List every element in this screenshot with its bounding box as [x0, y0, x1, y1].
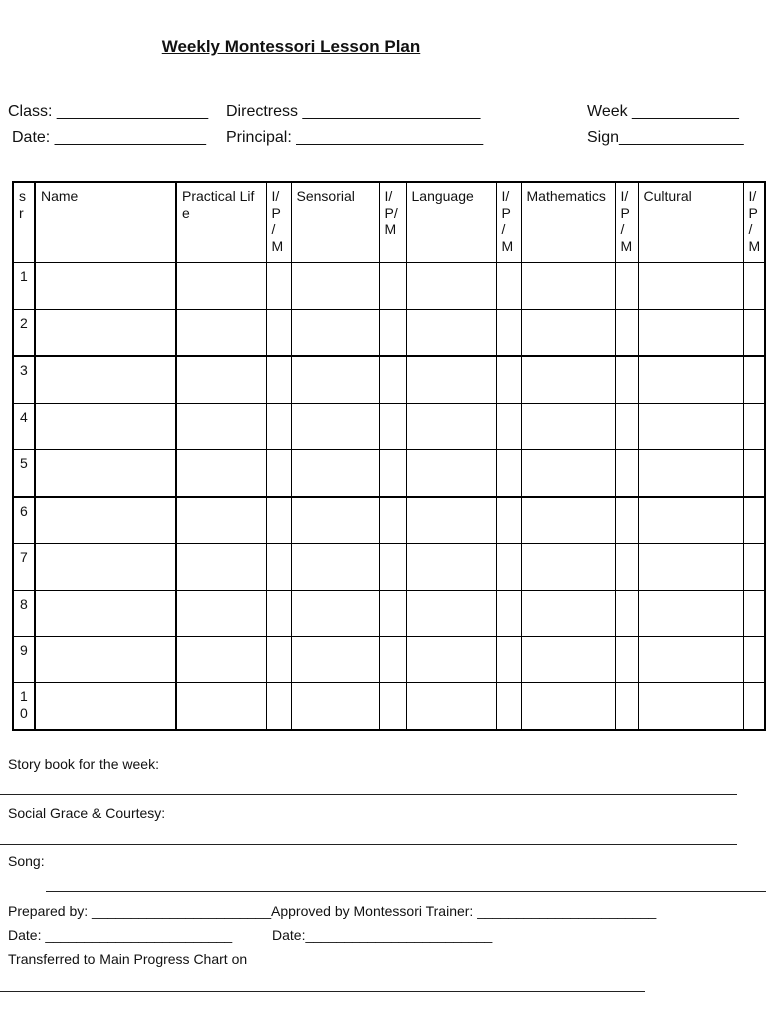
date-left-field[interactable]: Date: ________________________: [8, 927, 233, 943]
table-cell[interactable]: [638, 403, 743, 449]
transferred-label: Transferred to Main Progress Chart on: [8, 951, 248, 967]
table-cell[interactable]: [615, 450, 638, 497]
table-cell[interactable]: [266, 450, 291, 497]
table-cell[interactable]: [496, 683, 521, 730]
table-cell[interactable]: [743, 590, 765, 636]
prepared-by-field[interactable]: Prepared by: _______________________: [8, 903, 272, 919]
table-cell[interactable]: [743, 263, 765, 309]
table-cell[interactable]: [496, 263, 521, 309]
table-cell[interactable]: [406, 497, 496, 544]
table-cell[interactable]: [521, 636, 615, 682]
row-number: 9: [13, 636, 35, 682]
table-cell[interactable]: [379, 636, 406, 682]
row-number: 4: [13, 403, 35, 449]
table-cell[interactable]: [35, 636, 176, 682]
table-cell[interactable]: [521, 590, 615, 636]
table-cell[interactable]: [176, 356, 266, 403]
table-cell[interactable]: [615, 544, 638, 590]
table-cell[interactable]: [638, 683, 743, 730]
social-grace-label: Social Grace & Courtesy:: [8, 805, 166, 821]
table-cell[interactable]: [176, 544, 266, 590]
table-cell[interactable]: [406, 544, 496, 590]
social-grace-line[interactable]: [0, 844, 737, 845]
table-cell[interactable]: [521, 403, 615, 449]
table-cell[interactable]: [406, 450, 496, 497]
table-cell[interactable]: [496, 497, 521, 544]
table-cell[interactable]: [496, 450, 521, 497]
table-row: [13, 450, 765, 497]
table-cell[interactable]: [379, 403, 406, 449]
table-cell[interactable]: [35, 450, 176, 497]
row-number: 8: [13, 590, 35, 636]
column-header-ipm: I/ P / M: [615, 182, 638, 263]
transferred-line[interactable]: [0, 991, 645, 992]
table-cell[interactable]: [521, 497, 615, 544]
column-header-practical-life: Practical Life: [176, 182, 266, 263]
row-number: 7: [13, 544, 35, 590]
table-row: [13, 356, 765, 403]
table-cell[interactable]: [521, 309, 615, 356]
table-cell[interactable]: [638, 450, 743, 497]
table-cell[interactable]: [743, 403, 765, 449]
table-cell[interactable]: [615, 590, 638, 636]
table-cell[interactable]: [379, 263, 406, 309]
table-cell[interactable]: [406, 403, 496, 449]
table-cell[interactable]: [176, 450, 266, 497]
table-cell[interactable]: [266, 683, 291, 730]
table-cell[interactable]: [743, 497, 765, 544]
table-cell[interactable]: [176, 403, 266, 449]
table-cell[interactable]: [291, 450, 379, 497]
row-number: 3: [13, 356, 35, 403]
table-cell[interactable]: [379, 497, 406, 544]
table-body: [13, 263, 765, 730]
table-row: [13, 636, 765, 682]
table-cell[interactable]: [638, 356, 743, 403]
table-cell[interactable]: [496, 544, 521, 590]
table-row: [13, 263, 765, 309]
table-cell[interactable]: [521, 450, 615, 497]
table-cell[interactable]: [35, 683, 176, 730]
table-cell[interactable]: [266, 356, 291, 403]
table-cell[interactable]: [615, 403, 638, 449]
table-cell[interactable]: [266, 544, 291, 590]
table-cell[interactable]: [35, 309, 176, 356]
table-cell[interactable]: [496, 356, 521, 403]
table-header-row: [13, 182, 765, 263]
table-cell[interactable]: [638, 263, 743, 309]
table-cell[interactable]: [35, 356, 176, 403]
table-cell[interactable]: [638, 309, 743, 356]
table-cell[interactable]: [406, 683, 496, 730]
table-cell[interactable]: [521, 263, 615, 309]
table-row: [13, 497, 765, 544]
table-cell[interactable]: [291, 309, 379, 356]
table-cell[interactable]: [379, 683, 406, 730]
table-cell[interactable]: [266, 309, 291, 356]
table-cell[interactable]: [379, 590, 406, 636]
approved-by-field[interactable]: Approved by Montessori Trainer: _______________________: [271, 903, 657, 919]
table-cell[interactable]: [406, 356, 496, 403]
song-line[interactable]: [46, 891, 766, 892]
row-number: 1 0: [13, 683, 35, 730]
table-cell[interactable]: [496, 590, 521, 636]
column-header-cultural: Cultural: [638, 182, 743, 263]
table-cell[interactable]: [615, 263, 638, 309]
table-cell[interactable]: [379, 450, 406, 497]
row-number: 6: [13, 497, 35, 544]
table-cell[interactable]: [176, 309, 266, 356]
table-cell[interactable]: [379, 356, 406, 403]
table-cell[interactable]: [496, 636, 521, 682]
table-cell[interactable]: [521, 683, 615, 730]
table-cell[interactable]: [743, 309, 765, 356]
table-cell[interactable]: [291, 403, 379, 449]
table-cell[interactable]: [615, 309, 638, 356]
table-cell[interactable]: [743, 450, 765, 497]
song-label: Song:: [8, 853, 45, 869]
sign-field[interactable]: Sign______________: [587, 129, 744, 146]
row-number: 1: [13, 263, 35, 309]
column-header-sr: s r: [13, 182, 35, 263]
table-cell[interactable]: [615, 636, 638, 682]
table-cell[interactable]: [743, 683, 765, 730]
table-cell[interactable]: [291, 683, 379, 730]
table-cell[interactable]: [406, 590, 496, 636]
page-title-text: Weekly Montessori Lesson Plan: [161, 37, 421, 56]
table-cell[interactable]: [291, 544, 379, 590]
story-book-line[interactable]: [0, 794, 737, 795]
column-header-ipm: I/ P / M: [743, 182, 765, 263]
table-cell[interactable]: [266, 403, 291, 449]
table-cell[interactable]: [406, 636, 496, 682]
table-cell[interactable]: [176, 683, 266, 730]
column-header-ipm: I/ P / M: [496, 182, 521, 263]
table-cell[interactable]: [379, 309, 406, 356]
column-header-name: Name: [35, 182, 176, 263]
table-cell[interactable]: [743, 636, 765, 682]
date-field[interactable]: Date: _________________: [12, 129, 206, 146]
table-cell[interactable]: [521, 544, 615, 590]
page-title: [0, 37, 768, 57]
table-row: [13, 683, 765, 730]
table-cell[interactable]: [638, 544, 743, 590]
table-row: [13, 590, 765, 636]
table-cell[interactable]: [638, 636, 743, 682]
table-row: [13, 544, 765, 590]
table-cell[interactable]: [291, 356, 379, 403]
table-cell[interactable]: [291, 497, 379, 544]
table-cell[interactable]: [291, 636, 379, 682]
table-cell[interactable]: [638, 590, 743, 636]
column-header-language: Language: [406, 182, 496, 263]
table-cell[interactable]: [266, 636, 291, 682]
table-cell[interactable]: [496, 309, 521, 356]
table-cell[interactable]: [521, 356, 615, 403]
table-cell[interactable]: [615, 683, 638, 730]
table-cell[interactable]: [35, 590, 176, 636]
story-book-label: Story book for the week:: [8, 756, 159, 772]
table-cell[interactable]: [35, 403, 176, 449]
lesson-plan-table: [12, 181, 766, 731]
table-row: [13, 403, 765, 449]
table-cell[interactable]: [291, 263, 379, 309]
table-cell[interactable]: [176, 263, 266, 309]
week-field[interactable]: Week ____________: [587, 103, 739, 120]
class-field[interactable]: Class: _________________: [8, 103, 209, 120]
table-cell[interactable]: [615, 497, 638, 544]
column-header-mathematics: Mathematics: [521, 182, 615, 263]
column-header-sensorial: Sensorial: [291, 182, 379, 263]
table-cell[interactable]: [176, 636, 266, 682]
principal-field[interactable]: Principal: _____________________: [226, 129, 484, 146]
table-cell[interactable]: [35, 544, 176, 590]
table-cell[interactable]: [379, 544, 406, 590]
table-cell[interactable]: [176, 497, 266, 544]
date-right-field[interactable]: Date:________________________: [272, 927, 493, 943]
table-cell[interactable]: [266, 263, 291, 309]
table-cell[interactable]: [406, 263, 496, 309]
table-cell[interactable]: [638, 497, 743, 544]
table-cell[interactable]: [266, 497, 291, 544]
table-cell[interactable]: [743, 544, 765, 590]
column-header-ipm: I/ P/ M: [379, 182, 406, 263]
table-cell[interactable]: [406, 309, 496, 356]
table-cell[interactable]: [496, 403, 521, 449]
table-row: [13, 309, 765, 356]
table-cell[interactable]: [291, 590, 379, 636]
column-header-ipm: I/ P / M: [266, 182, 291, 263]
table-cell[interactable]: [35, 497, 176, 544]
table-cell[interactable]: [743, 356, 765, 403]
table-cell[interactable]: [176, 590, 266, 636]
directress-field[interactable]: Directress ____________________: [226, 103, 481, 120]
row-number: 5: [13, 450, 35, 497]
row-number: 2: [13, 309, 35, 356]
table-cell[interactable]: [266, 590, 291, 636]
table-cell[interactable]: [35, 263, 176, 309]
table-cell[interactable]: [615, 356, 638, 403]
